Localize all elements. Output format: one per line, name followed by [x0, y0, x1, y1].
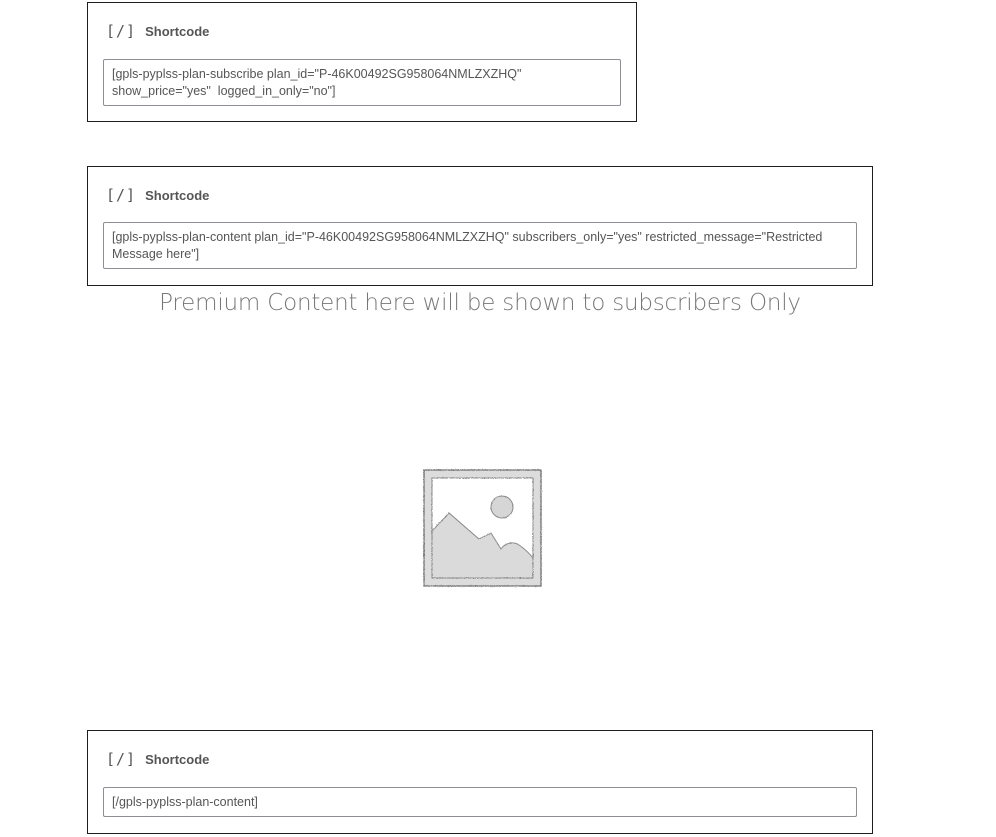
shortcode-textarea[interactable]: [/gpls-pyplss-plan-content]: [103, 787, 857, 817]
shortcode-icon: [/]: [106, 22, 137, 40]
shortcode-block-label: Shortcode: [145, 187, 210, 203]
shortcode-textarea[interactable]: [gpls-pyplss-plan-subscribe plan_id="P-46K00492SG958064NMLZXZHQ" show_price="yes" logged_in_only="no"]: [103, 59, 621, 106]
shortcode-block-content-open[interactable]: [87, 166, 873, 286]
shortcode-block-header: [106, 20, 209, 42]
image-placeholder-icon[interactable]: [419, 465, 547, 591]
shortcode-textarea[interactable]: [gpls-pyplss-plan-content plan_id="P-46K00492SG958064NMLZXZHQ" subscribers_only="yes" restricted_message="Restricted Message here"]: [103, 222, 857, 269]
shortcode-block-label: Shortcode: [145, 23, 210, 39]
shortcode-icon: [/]: [106, 750, 137, 768]
shortcode-block-subscribe[interactable]: [87, 2, 637, 122]
shortcode-block-content-close[interactable]: [87, 730, 873, 834]
shortcode-block-header: [106, 184, 209, 206]
shortcode-icon: [/]: [106, 186, 137, 204]
shortcode-block-label: Shortcode: [145, 751, 210, 767]
shortcode-block-header: [106, 748, 209, 770]
premium-content-heading[interactable]: Premium Content here will be shown to subscribers Only: [159, 290, 801, 316]
